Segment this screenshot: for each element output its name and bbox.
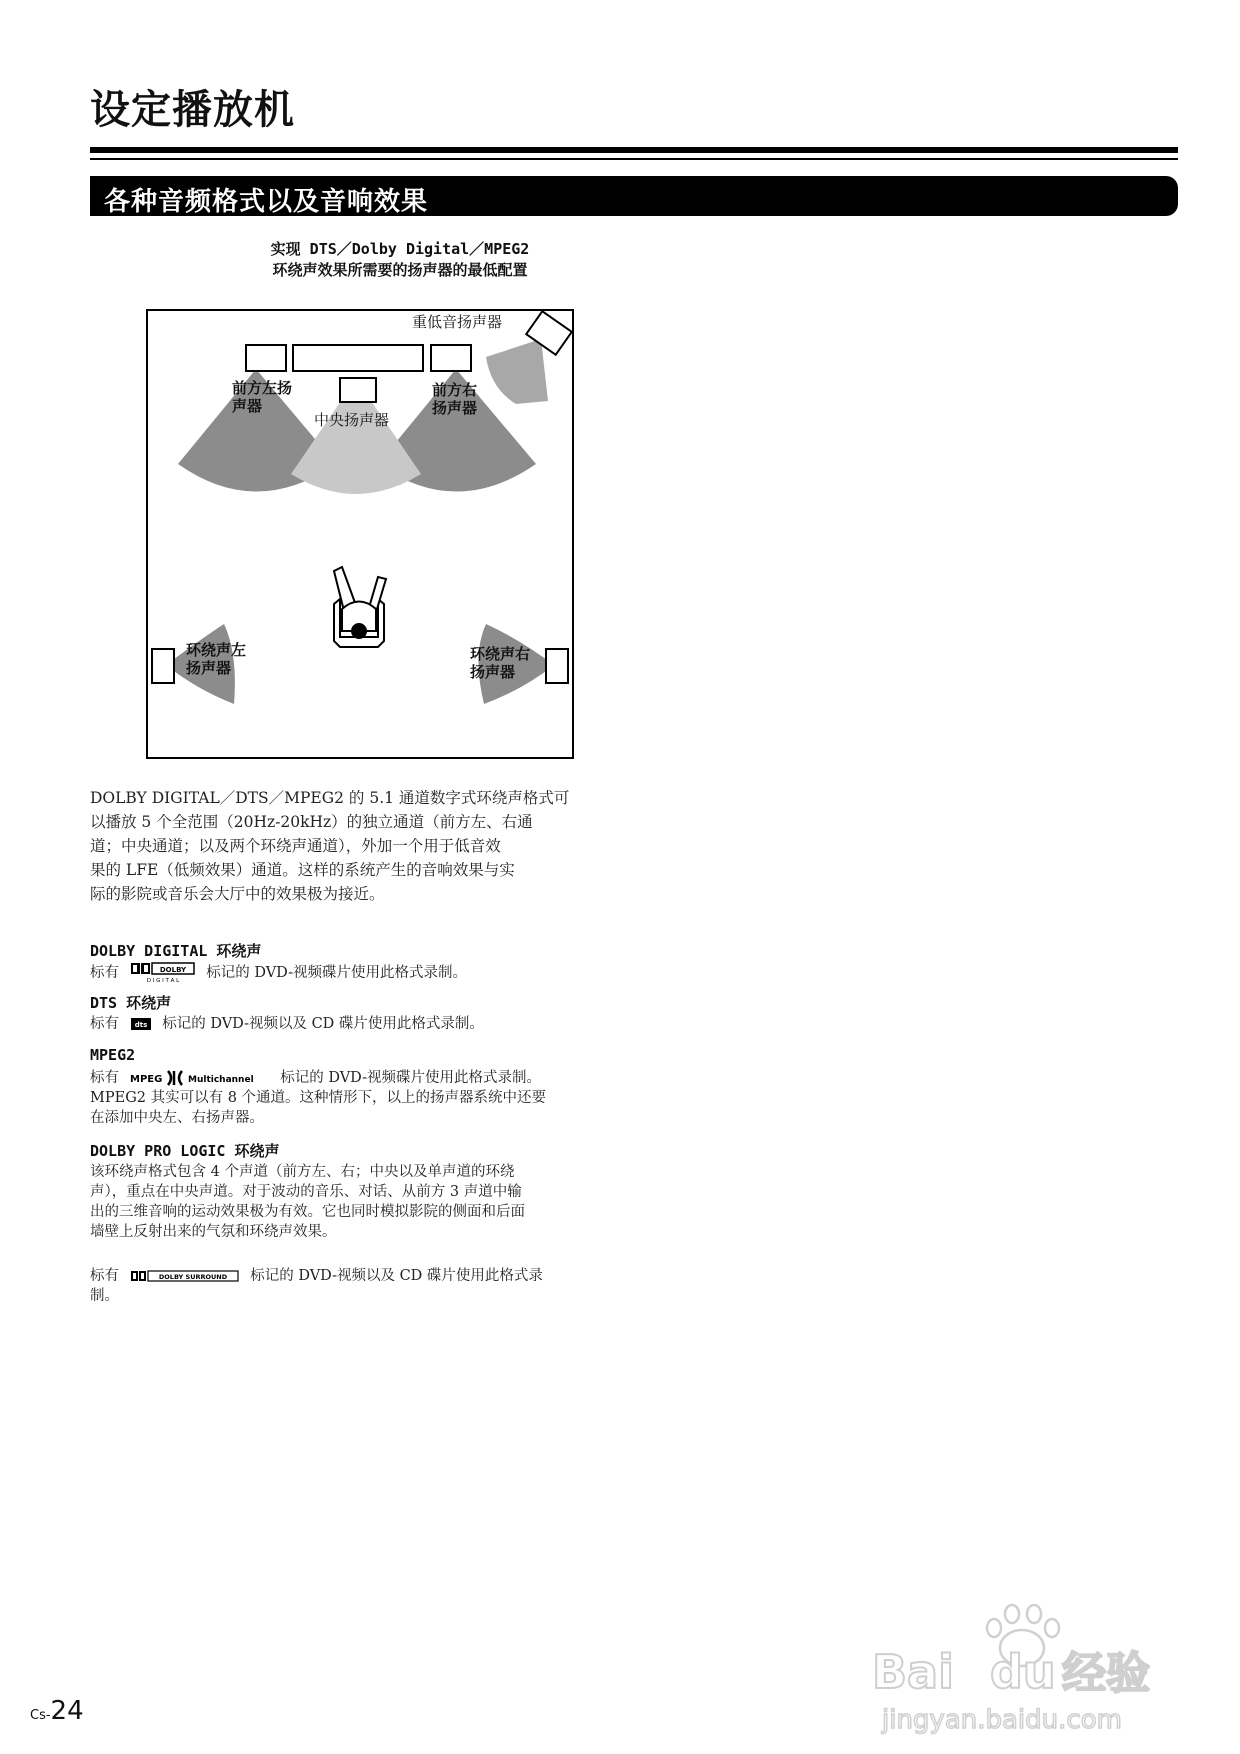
svg-text:Bai: Bai (872, 1645, 954, 1699)
dolby-digital-prefix: 标有 (90, 965, 119, 981)
intro-line: DOLBY DIGITAL／DTS／MPEG2 的 5.1 通道数字式环绕声格式可 (90, 789, 570, 807)
surround-right-label-line2: 扬声器 (470, 663, 516, 681)
pro-logic-line: 出的三维音响的运动效果极为有效。它也同时模拟影院的侧面和后面 (90, 1204, 525, 1220)
pro-logic-suffix: 标记的 DVD-视频以及 CD 碟片使用此格式录 (250, 1268, 543, 1284)
svg-text:DOLBY SURROUND: DOLBY SURROUND (158, 1273, 227, 1281)
mpeg2-body (90, 1068, 610, 1128)
front-right-label-line1: 前方右 (432, 381, 478, 399)
svg-text:Multichannel: Multichannel (187, 1075, 254, 1085)
page-number-value: 24 (50, 1696, 84, 1726)
mpeg2-heading: MPEG2 (90, 1046, 136, 1064)
dolby-digital-heading: DOLBY DIGITAL 环绕声 (90, 942, 262, 960)
surround-left-speaker (152, 649, 174, 683)
intro-line: 道；中央通道；以及两个环绕声通道），外加一个用于低音效 (90, 837, 501, 855)
dts-suffix: 标记的 DVD-视频以及 CD 碟片使用此格式录制。 (162, 1016, 484, 1032)
mpeg-multichannel-logo-icon (130, 1069, 270, 1087)
dts-logo-icon (130, 1016, 152, 1032)
dts-heading: DTS 环绕声 (90, 994, 172, 1012)
surround-right-label-line1: 环绕声右 (470, 645, 531, 663)
center-speaker (340, 378, 376, 402)
tv-screen (293, 345, 423, 371)
mpeg2-line: 在添加中央左、右扬声器。 (90, 1110, 264, 1126)
front-left-label-line1: 前方左扬 (232, 379, 293, 397)
pro-logic-line: 该环绕声格式包含 4 个声道（前方左、右；中央以及单声道的环绕 (90, 1164, 515, 1180)
surround-left-label-line1: 环绕声左 (186, 641, 247, 659)
pro-logic-prefix: 标有 (90, 1268, 119, 1284)
svg-text:du: du (990, 1645, 1056, 1699)
speaker-layout-diagram (146, 309, 574, 759)
baidu-watermark (862, 1600, 1192, 1740)
mpeg2-suffix: 标记的 DVD-视频碟片使用此格式录制。 (280, 1070, 541, 1086)
svg-text:MPEG: MPEG (129, 1074, 162, 1085)
pro-logic-line: 声），重点在中央声道。对于波动的音乐、对话、从前方 3 声道中输 (90, 1184, 522, 1200)
pro-logic-logo-line (90, 1266, 610, 1306)
diagram-caption-line1: 实现 DTS／Dolby Digital／MPEG2 (270, 240, 530, 258)
pro-logic-suffix2: 制。 (90, 1288, 119, 1304)
intro-line: 果的 LFE（低频效果）通道。这样的系统产生的音响效果与实 (90, 861, 515, 879)
dts-body (90, 1014, 610, 1034)
dolby-digital-logo-icon (130, 962, 196, 984)
header-rule-thin (90, 158, 1178, 160)
front-right-speaker (431, 345, 471, 371)
page-number-prefix: Cs- (30, 1708, 51, 1723)
pro-logic-heading: DOLBY PRO LOGIC 环绕声 (90, 1142, 280, 1160)
svg-text:DOLBY: DOLBY (159, 966, 186, 974)
svg-text:dts: dts (134, 1021, 147, 1029)
svg-text:D I G I T A L: D I G I T A L (146, 978, 179, 984)
pro-logic-line: 墙壁上反射出来的气氛和环绕声效果。 (90, 1224, 337, 1240)
dolby-surround-logo-icon (130, 1269, 240, 1283)
front-left-label-line2: 声器 (232, 397, 263, 415)
front-left-speaker (246, 345, 286, 371)
surround-left-label-line2: 扬声器 (186, 659, 232, 677)
dolby-digital-body (90, 962, 610, 984)
intro-line: 以播放 5 个全范围（20Hz-20kHz）的独立通道（前方左、右通 (90, 813, 533, 831)
header-rule-thick (90, 147, 1178, 153)
page-title: 设定播放机 (90, 87, 295, 133)
intro-line: 际的影院或音乐会大厅中的效果极为接近。 (90, 885, 385, 903)
center-label: 中央扬声器 (314, 411, 390, 429)
front-right-label-line2: 扬声器 (432, 399, 478, 417)
surround-right-speaker (546, 649, 568, 683)
svg-text:jingyan.baidu.com: jingyan.baidu.com (882, 1705, 1122, 1735)
intro-paragraph (90, 786, 610, 906)
page-number (30, 1696, 84, 1726)
mpeg2-line: MPEG2 其实可以有 8 个通道。这种情形下，以上的扬声器系统中还要 (90, 1090, 547, 1106)
dts-prefix: 标有 (90, 1016, 119, 1032)
subwoofer-label: 重低音扬声器 (412, 313, 503, 331)
svg-text:经验: 经验 (1062, 1648, 1150, 1699)
dolby-digital-suffix: 标记的 DVD-视频碟片使用此格式录制。 (206, 965, 467, 981)
section-title: 各种音频格式以及音响效果 (104, 187, 429, 217)
pro-logic-body (90, 1162, 610, 1242)
diagram-caption-line2: 环绕声效果所需要的扬声器的最低配置 (272, 261, 528, 279)
mpeg2-prefix: 标有 (90, 1070, 119, 1086)
